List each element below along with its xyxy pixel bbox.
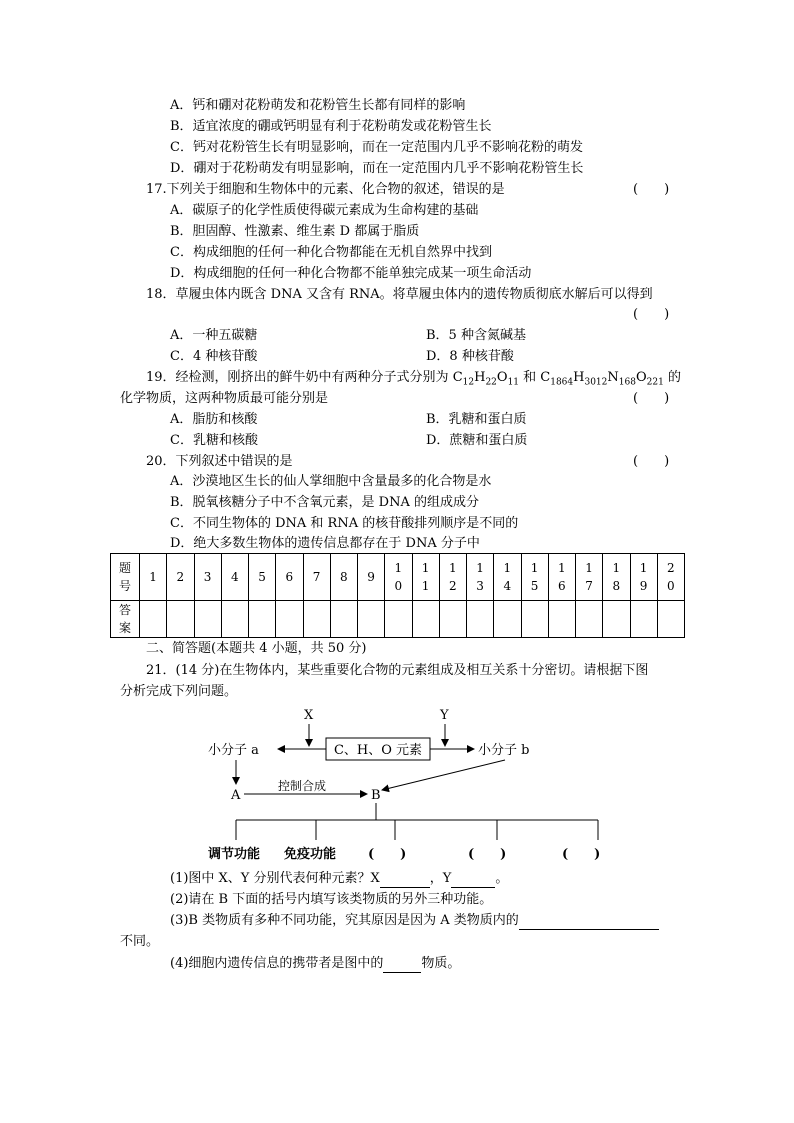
node-A: A (231, 788, 241, 803)
question-number-cell: 10 (385, 554, 412, 601)
q16-option-c: C．钙对花粉管生长有明显影响，而在一定范围内几乎不影响花粉的萌发 (170, 140, 583, 155)
q17-option-b: B．胆固醇、性激素、维生素 D 都属于脂质 (170, 224, 420, 239)
question-number-cell: 14 (494, 554, 521, 601)
q21-sub1 (170, 870, 508, 888)
answer-table-row2-label: 答案 (111, 601, 140, 638)
question-number-cell: 18 (603, 554, 630, 601)
answer-cell[interactable] (439, 601, 466, 638)
question-number-cell: 19 (630, 554, 657, 601)
q17-answer-paren: ( ) (633, 182, 670, 197)
q21-diagram (0, 700, 794, 870)
q21-sub3 (170, 912, 659, 930)
q18-option-c: C．4 种核苷酸 (170, 349, 258, 364)
answer-cell[interactable] (385, 601, 412, 638)
question-number-cell: 9 (358, 554, 385, 601)
function-regulation: 调节功能 (208, 847, 261, 862)
elements-box-label: C、H、O 元素 (333, 743, 423, 758)
q17-option-d: D．构成细胞的任何一种化合物都不能单独完成某一项生命活动 (170, 266, 532, 281)
q20-option-b: B．脱氧核糖分子中不含氧元素，是 DNA 的组成成分 (170, 495, 480, 510)
q21-stem-line2: 分析完成下列问题。 (120, 684, 238, 699)
arrow-b-to-B (382, 760, 505, 790)
node-B: B (371, 788, 381, 803)
x-label: X (304, 708, 314, 723)
answer-cell[interactable] (249, 601, 276, 638)
answer-cell[interactable] (630, 601, 657, 638)
q19-stem-line2: 化学物质，这两种物质最可能分别是 (120, 391, 329, 406)
question-number-cell: 12 (439, 554, 466, 601)
q21-sub1-part-b: ，Y (429, 871, 452, 886)
question-number-cell: 7 (303, 554, 330, 601)
y-label: Y (440, 708, 449, 723)
answer-blank-x[interactable] (380, 887, 430, 888)
q21-stem-line1: 21．(14 分)在生物体内，某些重要化合物的元素组成及相互关系十分密切。请根据下图 (146, 663, 649, 678)
answer-cell[interactable] (276, 601, 303, 638)
answer-table (110, 553, 685, 638)
q21-sub4-part-b: 物质。 (421, 956, 461, 971)
q20-option-d: D．绝大多数生物体的遗传信息都存在于 DNA 分子中 (170, 536, 480, 551)
answer-cell[interactable] (330, 601, 357, 638)
function-blank-1[interactable]: ( ) (368, 847, 407, 862)
answer-cell[interactable] (167, 601, 194, 638)
answer-table-number-row (111, 554, 685, 601)
q20-answer-paren: ( ) (633, 454, 670, 469)
question-number-cell: 20 (657, 554, 684, 601)
answer-cell[interactable] (467, 601, 494, 638)
question-number-cell: 3 (194, 554, 221, 601)
answer-table-row1-label: 题号 (111, 554, 140, 601)
q17-option-c: C．构成细胞的任何一种化合物都能在无机自然界中找到 (170, 245, 492, 260)
question-number-cell: 1 (140, 554, 167, 601)
q21-sub3-part-a: (3)B 类物质有多种不同功能，究其原因是因为 A 类物质内的 (170, 913, 519, 928)
q16-option-d: D．硼对于花粉萌发有明显影响，而在一定范围内几乎不影响花粉管生长 (170, 161, 584, 176)
q19-answer-paren: ( ) (633, 391, 670, 406)
question-number-cell: 8 (330, 554, 357, 601)
q18-option-a: A．一种五碳糖 (170, 328, 258, 343)
question-number-cell: 6 (276, 554, 303, 601)
q20-option-c: C．不同生物体的 DNA 和 RNA 的核苷酸排列顺序是不同的 (170, 516, 519, 531)
small-molecule-b: 小分子 b (478, 743, 530, 758)
function-blank-3[interactable]: ( ) (562, 847, 601, 862)
q18-option-b: B．5 种含氮碱基 (426, 328, 526, 343)
q21-sub2: (2)请在 B 下面的括号内填写该类物质的另外三种功能。 (170, 892, 493, 907)
answer-cell[interactable] (303, 601, 330, 638)
q19-stem-part-a: 19．经检测，刚挤出的鲜牛奶中有两种分子式分别为 (146, 370, 453, 385)
q19-formula-2: $C_{1864}H_{3012}N_{168}O_{221}$ (540, 370, 664, 388)
answer-cell[interactable] (576, 601, 603, 638)
answer-cell[interactable] (548, 601, 575, 638)
answer-cell[interactable] (140, 601, 167, 638)
q19-option-a: A．脂肪和核酸 (170, 412, 258, 427)
section2-title: 二、简答题(本题共 4 小题，共 50 分) (146, 641, 367, 656)
function-immunity: 免疫功能 (284, 847, 337, 862)
answer-cell[interactable] (603, 601, 630, 638)
q19-formula-1: $C_{12}H_{22}O_{11}$ (452, 370, 520, 388)
answer-cell[interactable] (657, 601, 684, 638)
q19-stem-part-b: 和 (519, 370, 541, 385)
q18-option-d: D．8 种核苷酸 (426, 349, 514, 364)
question-number-cell: 16 (548, 554, 575, 601)
answer-cell[interactable] (221, 601, 248, 638)
question-number-cell: 5 (249, 554, 276, 601)
q18-stem: 18．草履虫体内既含 DNA 又含有 RNA。将草履虫体内的遗传物质彻底水解后可以得到 (146, 287, 653, 302)
answer-cell[interactable] (358, 601, 385, 638)
answer-blank-carrier[interactable] (383, 972, 421, 973)
q19-stem (146, 369, 681, 392)
answer-blank-reason[interactable] (519, 929, 659, 930)
q17-stem: 17.下列关于细胞和生物体中的元素、化合物的叙述，错误的是 (146, 182, 505, 197)
question-number-cell: 2 (167, 554, 194, 601)
question-number-cell: 17 (576, 554, 603, 601)
q21-sub4-part-a: (4)细胞内遗传信息的携带者是图中的 (170, 956, 384, 971)
question-number-cell: 15 (521, 554, 548, 601)
q17-option-a: A．碳原子的化学性质使得碳元素成为生命构建的基础 (170, 203, 479, 218)
answer-cell[interactable] (412, 601, 439, 638)
q20-stem: 20．下列叙述中错误的是 (146, 454, 293, 469)
q21-sub1-part-c: 。 (495, 871, 509, 886)
q16-option-b: B．适宜浓度的硼或钙明显有利于花粉萌发或花粉管生长 (170, 119, 492, 134)
q19-option-b: B．乳糖和蛋白质 (426, 412, 527, 427)
q19-option-d: D．蔗糖和蛋白质 (426, 433, 528, 448)
answer-cell[interactable] (494, 601, 521, 638)
control-synthesis-label: 控制合成 (277, 779, 327, 793)
q21-sub4 (170, 955, 460, 973)
question-number-cell: 11 (412, 554, 439, 601)
question-number-cell: 4 (221, 554, 248, 601)
answer-table-answer-row (111, 601, 685, 638)
function-blank-2[interactable]: ( ) (468, 847, 507, 862)
q21-sub1-part-a: (1)图中 X、Y 分别代表何种元素？X (170, 871, 380, 886)
q20-option-a: A．沙漠地区生长的仙人掌细胞中含量最多的化合物是水 (170, 474, 492, 489)
answer-cell[interactable] (194, 601, 221, 638)
q21-sub3-cont: 不同。 (120, 934, 160, 949)
small-molecule-a: 小分子 a (208, 743, 259, 758)
answer-cell[interactable] (521, 601, 548, 638)
q19-stem-part-c: 的 (663, 370, 681, 385)
q16-option-a: A．钙和硼对花粉萌发和花粉管生长都有同样的影响 (170, 98, 466, 113)
question-number-cell: 13 (467, 554, 494, 601)
answer-blank-y[interactable] (451, 887, 495, 888)
q19-option-c: C．乳糖和核酸 (170, 433, 258, 448)
q18-answer-paren: ( ) (633, 307, 670, 322)
